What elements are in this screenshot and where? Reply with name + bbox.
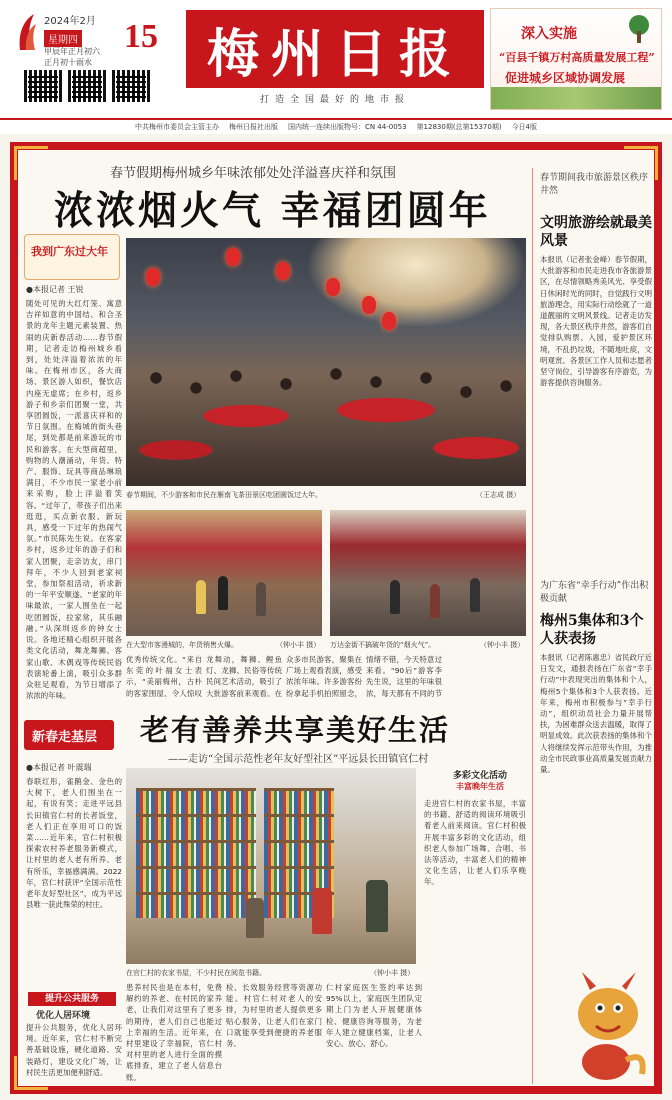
photo2-credit: （钟小丰 摄） xyxy=(276,641,321,649)
story2-sidebar-heading xyxy=(436,768,524,792)
shopper-figure xyxy=(256,582,266,616)
story2-subhead: ——走访“全国示范性老年友好型社区”平远县长田镇官仁村 xyxy=(168,754,429,765)
info-page-count: 今日4版 xyxy=(511,123,538,131)
story-a-body: 本报讯（记者张金峰）春节假期，大批游客和市民走进我市各旅游景区，在尽情领略秀美风光、享受假日休闲时光的同时，自觉践行文明旅游理念，用实际行动绘就了一道道靓丽的文明风景线。记者走访发现，各大景区秩序井然，游客们自觉排队购票、入园，爱护景区环境，不乱扔垃圾，不随地吐痰，文明观赏。各景区工作人员和志愿者坚守岗位，引导游客有序游览，为游客提供咨询服务。 xyxy=(540,255,652,388)
story1-body-col4: 众多市民游客，聚集在广场上观看表演，感受浓浓年味。许多游客纷纷拿起手机拍照留念， xyxy=(286,655,362,698)
reader-figure xyxy=(366,880,388,932)
market-photo[interactable] xyxy=(126,510,322,636)
story2-byline: ●本报记者 叶震瑞 xyxy=(26,763,92,772)
paper-name: 梅州日报 xyxy=(206,23,463,85)
info-publisher: 梅州日报社出版 xyxy=(228,123,278,131)
photo2-caption: 在大型市客漫城的，年货销售火爆。 xyxy=(126,641,238,649)
story-a-headline[interactable]: 文明旅游绘就最美风景 xyxy=(540,215,652,249)
diners-crowd xyxy=(126,358,526,486)
photo3-credit: （钟小丰 摄） xyxy=(480,641,525,649)
story-b-kicker: 为广东省“幸手行动”作出积极贡献 xyxy=(540,581,649,604)
publication-info-bar xyxy=(0,118,672,134)
paper-logo-icon xyxy=(16,12,38,52)
tree-icon xyxy=(619,13,655,43)
promo-line-1: 深入实施 xyxy=(521,26,577,42)
promo-line-2: “百县千镇万村高质量发展工程” xyxy=(499,51,655,64)
masthead xyxy=(0,0,672,118)
shopper-figure xyxy=(430,584,440,618)
paper-slogan: 打造全国最好的地市报 xyxy=(259,95,410,105)
dragon-mascot-icon xyxy=(556,964,652,1084)
lunar-date: 甲辰年正月初六 xyxy=(44,47,100,56)
story2-photo-caption: 在官仁村的农家书屋，不少村民在阅览书籍。 xyxy=(126,969,266,977)
date-year-month: 2024年2月 xyxy=(44,16,96,27)
story-b-body: 本报讯（记者陈惠忠）省民政厅近日发文，通报表扬在广东省“幸手行动”中表现突出的集体和个人，梅州5个集体和3个人获表扬。近年来，梅州市积极参与“幸手行动”，组织动员社会力量开展帮扶，为困难群众送去温暖，取得了明显成效。此次获表扬的集体和个人将继续发挥示范带头作用，为推动全市民政事业高质量发展贡献力量。 xyxy=(540,653,652,775)
promo-banner[interactable] xyxy=(490,8,662,110)
story2-lower-text: 提升公共服务，优化人居环境。近年来，官仁村不断完善基础设施，硬化道路、安装路灯，建设文化广场，让村民生活更加便利舒适。 xyxy=(26,1023,122,1077)
story-a-kicker: 春节期间我市旅游景区秩序井然 xyxy=(540,173,649,196)
frame-corner-ornament xyxy=(14,146,48,180)
story1-kicker: 春节假期梅州城乡年味浓郁处处洋溢喜庆祥和氛围 xyxy=(110,166,397,181)
bookshelf xyxy=(136,788,256,918)
story1-body-col1: 随处可见的大红灯笼、寓意吉祥如意的中国结、和合圣景的龙年主题元素装置、热闹的庆新春活动……春节假期，记者走访梅州城乡看到，处处洋溢着浓浓的年味。在梅州市区，各大商场、景区游人如织，餐饮店内座无虚席；在乡村，返乡游子和乡亲们团聚一堂，共享团圆饭，一派喜庆祥和的节日氛围。在梅城的街头巷尾，到处都是前来游玩的市民和游客。在大型商超里，购物的人潮涌动，年货、特产、服饰、玩具等商品琳琅满目，不少市民一家老小前来采购，脸上洋溢着笑容。“过年了，带孩子们出来逛逛，买点新衣服、新玩具，感受一下过年的热闹气氛。”市民陈先生说。在客家乡村，返乡过年的游子们和家人团聚，走亲访友，串门拜年，不少人回到老家祠堂，参加祭祖活动，祈求新的一年平安顺遂。“老家的年味最浓，一家人围坐在一起吃团圆饭，拉家常，其乐融融。”从深圳返乡的钟女士说。各地还精心组织开展各类文化活动，舞龙舞狮、客家山歌、木偶戏等传统民俗表演轮番上演，吸引众多群众驻足观看，为节日增添了浓浓的年味。 xyxy=(26,299,122,701)
shopper-figure xyxy=(470,578,480,612)
library-photo[interactable] xyxy=(126,768,416,964)
story2-body-col4: 仁村家庭医生签约率达到95%以上，家庭医生团队定期上门为老人开展健康体检、健康咨询等服务，为老年人建立健康档案，让老人安心、放心、舒心。 xyxy=(326,983,422,1049)
story1-headline[interactable]: 浓浓烟火气 幸福团圆年 xyxy=(54,188,491,234)
story2-body-col2: 患养村民也是在本村，免费解约的养老、在村民的家养老，让我们对这里有了更多的期待，老人们自己也能过上幸福的生活。近年来，在村里建设了幸福院，官仁村对村里的老人进行全面的摸底排查，建立了老人信息台账。 xyxy=(126,983,222,1082)
lantern-icon xyxy=(276,262,290,280)
reader-figure xyxy=(312,888,332,934)
story-b-headline[interactable]: 梅州5集体和3个人获表扬 xyxy=(540,613,644,647)
solar-term: 正月初十雨水 xyxy=(44,58,92,67)
story1-byline: ●本报记者 王锐 xyxy=(26,285,84,294)
qr-code-icon[interactable] xyxy=(112,70,150,102)
lantern-icon xyxy=(362,296,376,314)
qr-code-icon[interactable] xyxy=(68,70,106,102)
qr-code-icon[interactable] xyxy=(24,70,62,102)
shopper-figure xyxy=(390,580,400,614)
paper-title-block xyxy=(186,10,484,88)
info-cn-number: 国内统一连续出版物号：CN 44-0053 xyxy=(287,123,407,131)
story2-lower-sub: 优化人居环境 xyxy=(36,1011,91,1021)
story2-sidebar-sub: 丰富晚年生活 xyxy=(456,781,504,791)
photo1-credit: （王志成 摄） xyxy=(476,491,521,499)
story2-headline[interactable]: 老有善养共享美好生活 xyxy=(140,713,451,747)
shopper-figure xyxy=(218,576,228,610)
lantern-icon xyxy=(226,248,240,266)
reader-figure xyxy=(246,898,264,938)
story2-badge xyxy=(24,720,114,750)
banquet-photo[interactable] xyxy=(126,238,526,486)
shopper-figure xyxy=(196,580,206,614)
story2-badge-text: 新春走基层 xyxy=(32,730,98,745)
story1-body-col2: 优秀传统文化。“来自东莞的叶福女士表示，“美丽梅州，古朴的客家围屋、令人惊叹 xyxy=(126,655,202,698)
day-number: 15 xyxy=(124,18,158,55)
story2-body-col1: 春联红彤，雀鹅金、金色的大树下，老人们围坐在一起，有说有笑；走进平远县长田镇官仁村的长者饭堂，老人们正在享用可口的饭菜……近年来，官仁村积极探索农村养老服务新模式，让村里的老人老有所养、老有所乐，幸福感满满。2022年，官仁村获评“全国示范性老年友好型社区”，成为平远县唯一获此殊荣的村庄。 xyxy=(26,777,122,910)
lantern-icon xyxy=(326,278,340,296)
promo-line-3: 促进城乡区域协调发展 xyxy=(505,71,626,85)
right-column-divider xyxy=(532,168,533,1084)
street-photo[interactable] xyxy=(330,510,526,636)
info-sponsor: 中共梅州市委员会主管主办 xyxy=(134,123,219,131)
story2-photo-credit: （钟小丰 摄） xyxy=(370,969,415,977)
weekday: 星期四 xyxy=(44,30,82,47)
story2-sidebar-title: 多彩文化活动 xyxy=(452,771,507,781)
lantern-icon xyxy=(146,268,160,286)
info-issue-number: 第12830期(总第15370期) xyxy=(416,123,502,131)
qr-code-row xyxy=(24,70,150,102)
column-badge-title: 我到广东过大年 xyxy=(31,245,108,258)
photo3-caption: 万达金街不搞破年货的“烟火气”。 xyxy=(330,641,436,649)
column-badge xyxy=(24,234,120,280)
story1-body-col5: 情绪不错，今天特意过来看。“90后”游客李先生说，这里的年味很浓，每天都有不同的节 xyxy=(366,655,442,698)
story2-lower-badge: 提升公共服务 xyxy=(28,992,116,1006)
story2-body-col3: 检、长效服务经营等资源功能。村官仁村对老人的安排，为村里的老人提供更多贴心服务，让老人们在家门口就能享受到便捷的养老服务。 xyxy=(226,983,322,1049)
story2-sidebar-text: 走进官仁村的农家书屋，丰富的书籍、舒适的阅读环境吸引着老人前来阅读。官仁村积极开展丰富多彩的文化活动，组织老人参加广场舞、合唱、书法等活动，丰富老人们的精神文化生活，让老人们乐享晚年。 xyxy=(424,799,526,887)
story1-body-col3: 龙舞动，舞狮、鲤鱼灯、龙狮、民俗等传统民间艺术活动，吸引了大批游客前来观看。在 xyxy=(206,655,282,698)
photo1-caption: 春节期间，不少游客和市民在雁南飞茶田景区吃团圆饭过大年。 xyxy=(126,491,322,499)
promo-fields-illustration xyxy=(491,87,661,109)
lantern-icon xyxy=(382,312,396,330)
